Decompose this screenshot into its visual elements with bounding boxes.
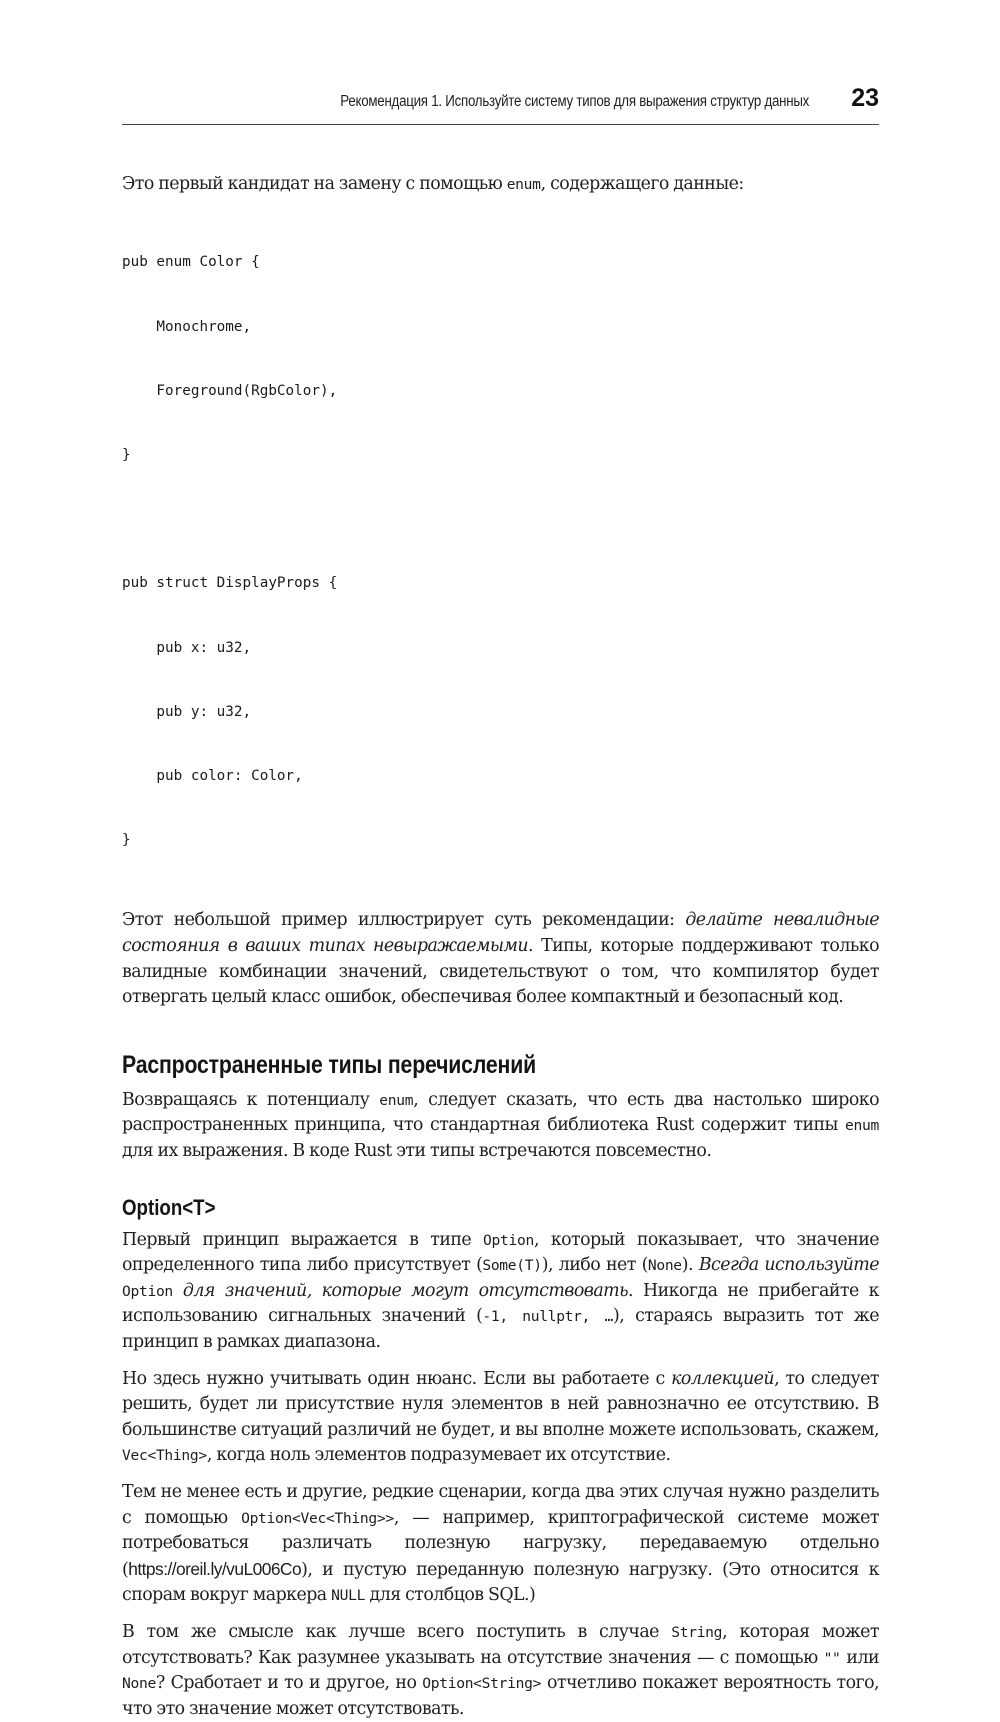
inline-code: None — [647, 1257, 682, 1275]
inline-code: Vec<Thing> — [122, 1447, 207, 1465]
text-span: Возвращаясь к потенциалу — [122, 1089, 380, 1110]
inline-code: Option<String> — [422, 1675, 542, 1693]
code-line: pub y: u32, — [122, 703, 252, 720]
paragraph-summary — [122, 908, 879, 1010]
inline-code: None — [122, 1675, 156, 1693]
code-line: } — [122, 447, 131, 464]
code-line: pub struct DisplayProps { — [122, 575, 338, 592]
text-span: отчетливо покажет вероятность того, что это значение может отсутствовать. — [122, 1673, 879, 1719]
text-span: ). — [681, 1255, 699, 1276]
inline-code: NULL — [331, 1587, 366, 1605]
text-span: , то следует решить, будет ли присутствие нуля элементов в ней равнозначно ее отсутствию. В большинстве ситуаций различий не будет, и вы вполне можете использовать, скажем, — [122, 1368, 879, 1440]
paragraph-string — [122, 1620, 879, 1722]
code-line: } — [122, 832, 131, 849]
subsection-heading: Option<T> — [122, 1194, 216, 1220]
emphasis: коллекцией — [671, 1368, 775, 1389]
inline-code: enum — [379, 1091, 414, 1109]
inline-code: Option — [122, 1282, 173, 1300]
text-span: ), стараясь выразить тот же принцип в рамках диапазона. — [122, 1306, 879, 1352]
text-span: Это первый кандидат на замену с помощью — [122, 174, 507, 194]
paragraph-rare-cases — [122, 1480, 879, 1609]
text-span: Но здесь нужно учитывать один нюанс. Если вы работаете с — [122, 1368, 672, 1389]
text-span: , — например, криптографической системе может потребоваться различать полезную нагрузку, передаваемую отдельно ( — [122, 1507, 879, 1580]
text-span: или — [840, 1647, 879, 1668]
text-span: . Типы, которые поддерживают только валидные комбинации значений, свидетельствуют о том, что компилятор будет отвергать целый класс ошибок, обеспечивая более компактный и безопасный код. — [122, 936, 879, 1008]
running-title: Рекомендация 1. Используйте систему типов для выражения структур данных — [340, 93, 809, 110]
text-span: , содержащего данные: — [540, 174, 744, 194]
inline-code: "" — [823, 1649, 841, 1667]
emphasis: для значений, которые могут отсутствовать — [172, 1280, 629, 1301]
inline-code: enum — [506, 176, 541, 193]
page-number: 23 — [851, 84, 879, 112]
inline-code: enum — [845, 1117, 879, 1135]
text-span: , которая может отсутствовать? Как разумнее указывать на отсутствие значения — с помощью — [122, 1621, 879, 1668]
text-span: ), либо нет ( — [541, 1255, 648, 1276]
code-line: pub x: u32, — [122, 639, 252, 656]
paragraph-option — [122, 1228, 879, 1356]
text-span: , который показывает, что значение определенного типа либо присутствует ( — [122, 1229, 879, 1276]
text-span: Первый принцип выражается в типе — [122, 1229, 484, 1250]
text-span: В том же смысле как лучше всего поступить в случае — [122, 1621, 672, 1642]
page-body — [122, 172, 879, 1722]
text-span: . Никогда не прибегайте к использованию сигнальных значений ( — [122, 1280, 879, 1327]
emphasis: Всегда используйте — [698, 1255, 879, 1276]
inline-code: String — [671, 1623, 723, 1641]
code-line: Monochrome, — [122, 318, 252, 335]
text-span: ? Сработает и то и другое, но — [155, 1673, 423, 1694]
inline-code: -1, nullptr, … — [482, 1308, 614, 1326]
code-line: Foreground(RgbColor), — [122, 382, 338, 399]
text-span: , когда ноль элементов подразумевает их отсутствие. — [206, 1445, 671, 1466]
text-span: , следует сказать, что есть два настолько широко распространенных принципа, что стандартная библиотека Rust содержит типы — [122, 1089, 879, 1136]
section-heading: Распространенные типы перечислений — [122, 1050, 536, 1079]
text-span: для их выражения. В коде Rust эти типы встречаются повсеместно. — [122, 1141, 712, 1161]
code-line: pub color: Color, — [122, 768, 303, 785]
code-line — [122, 509, 879, 530]
text-span: ), и пустую переданную полезную нагрузку. (Это относится к спорам вокруг маркера — [122, 1559, 879, 1606]
text-span: Тем не менее есть и другие, редкие сценарии, когда два этих случая нужно разделить с помощью — [122, 1481, 879, 1528]
paragraph-collections — [122, 1367, 879, 1469]
code-block — [122, 210, 879, 895]
text-span: Этот небольшой пример иллюстрирует суть рекомендации: — [122, 910, 686, 931]
inline-code: Option<Vec<Thing>> — [241, 1509, 394, 1527]
reference-link[interactable]: https://oreil.ly/vuL006Co — [128, 1558, 302, 1579]
page-header — [122, 84, 879, 125]
paragraph-intro — [122, 172, 879, 198]
inline-code: Option — [483, 1231, 534, 1249]
inline-code: Some(T) — [482, 1257, 542, 1275]
text-span: для столбцов SQL.) — [365, 1585, 536, 1606]
paragraph-enums-intro — [122, 1088, 879, 1165]
emphasis: делайте невалидные состояния в ваших типах невыражаемыми — [122, 910, 879, 957]
code-line: pub enum Color { — [122, 254, 260, 271]
